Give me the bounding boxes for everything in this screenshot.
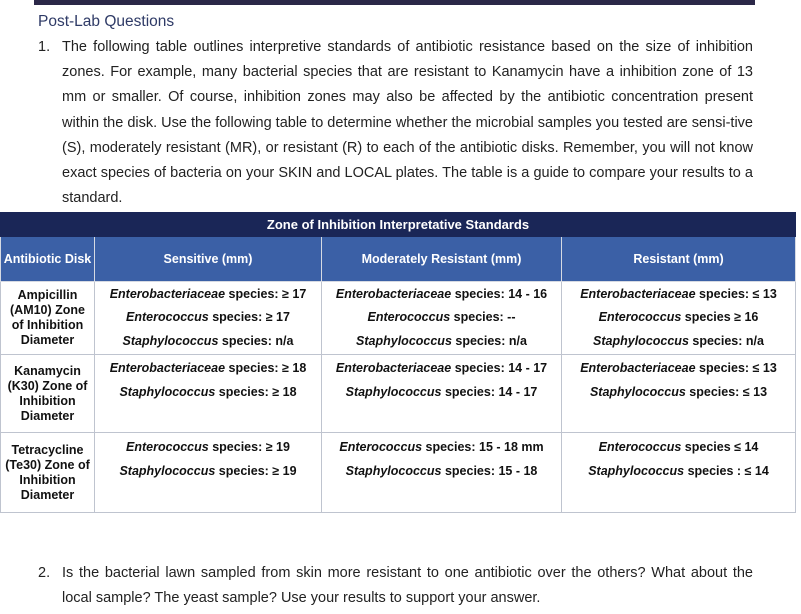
cell-line: Enterobacteriaceae species: 14 - 16 [335,286,548,301]
question-1-number: 1. [38,39,51,55]
table-row [1,355,796,433]
cell-line: Enterococcus species: ≥ 19 [126,440,290,454]
header-resistant: Resistant (mm) [562,237,796,282]
cell-line: Staphylococcus species: ≤ 13 [589,384,768,399]
cell-line: Enterococcus species: -- [367,310,516,325]
cell-line: Enterobacteriaceae species: ≤ 13 [580,361,777,375]
cell-resistant [562,433,796,513]
cell-moderate [322,433,562,513]
cell-line: Staphylococcus species: 14 - 17 [345,384,538,399]
cell-line: Enterobacteriaceae species: 14 - 17 [335,361,548,375]
cell-line: Staphylococcus species: n/a [593,333,764,348]
table-row [1,282,796,355]
cell-line: Enterococcus species: 15 - 18 mm [339,440,544,454]
question-1 [38,35,753,211]
cell-resistant [562,282,796,355]
question-2 [38,561,753,611]
inhibition-standards-table [0,212,796,513]
row-label-kanamycin: Kanamycin (K30) Zone of Inhibition Diameter [1,355,95,433]
cell-line: Staphylococcus species: n/a [356,333,527,348]
cell-line: Staphylococcus species: 15 - 18 [345,463,538,478]
top-accent-bar [34,0,755,5]
cell-sensitive [95,282,322,355]
header-antibiotic-disk: Antibiotic Disk [1,237,95,282]
cell-line: Staphylococcus species : ≤ 14 [588,463,769,478]
cell-line: Staphylococcus species: ≥ 18 [119,384,297,399]
question-2-number: 2. [38,565,51,581]
cell-line: Enterococcus species: ≥ 17 [126,310,290,325]
table-row [1,433,796,513]
cell-line: Staphylococcus species: n/a [122,333,294,348]
header-moderately-resistant: Moderately Resistant (mm) [322,237,562,282]
question-2-text: Is the bacterial lawn sampled from skin more resistant to one antibiotic over the others? What about the local sample? The yeast sample? Use your results to support your answer. [62,565,753,607]
cell-line: Enterobacteriaceae species: ≤ 13 [580,286,777,301]
cell-line: Enterococcus species ≥ 16 [598,310,759,325]
cell-resistant [562,355,796,433]
cell-sensitive [95,433,322,513]
row-label-ampicillin: Ampicillin (AM10) Zone of Inhibition Diameter [1,282,95,355]
cell-sensitive [95,355,322,433]
cell-moderate [322,282,562,355]
question-1-text: The following table outlines interpretive standards of antibiotic resistance based on the size of inhibition zones. For example, many bacterial species that are resistant to Kanamycin have a inhibition zone of 13 mm or smaller. Of course, inhibition zones may also be affected by the antibiotic concentration present within the disk. Use the following table to determine whether the microbial samples you tested are sensi-tive (S), moderately resistant (MR), or resistant (R) to each of the antibiotic disks. Remember, you will not know exact species of bacteria on your SKIN and LOCAL plates. The table is a guide to compare your results to a standard. [62,39,753,207]
section-title: Post-Lab Questions [38,13,175,30]
cell-line: Enterobacteriaceae species: ≥ 18 [109,361,307,375]
cell-line: Enterococcus species ≤ 14 [598,440,759,454]
cell-line: Enterobacteriaceae species: ≥ 17 [109,286,307,301]
row-label-tetracycline: Tetracycline (Te30) Zone of Inhibition Diameter [1,433,95,513]
cell-moderate [322,355,562,433]
header-sensitive: Sensitive (mm) [95,237,322,282]
table-caption: Zone of Inhibition Interpretative Standards [1,213,796,237]
cell-line: Staphylococcus species: ≥ 19 [119,463,297,478]
